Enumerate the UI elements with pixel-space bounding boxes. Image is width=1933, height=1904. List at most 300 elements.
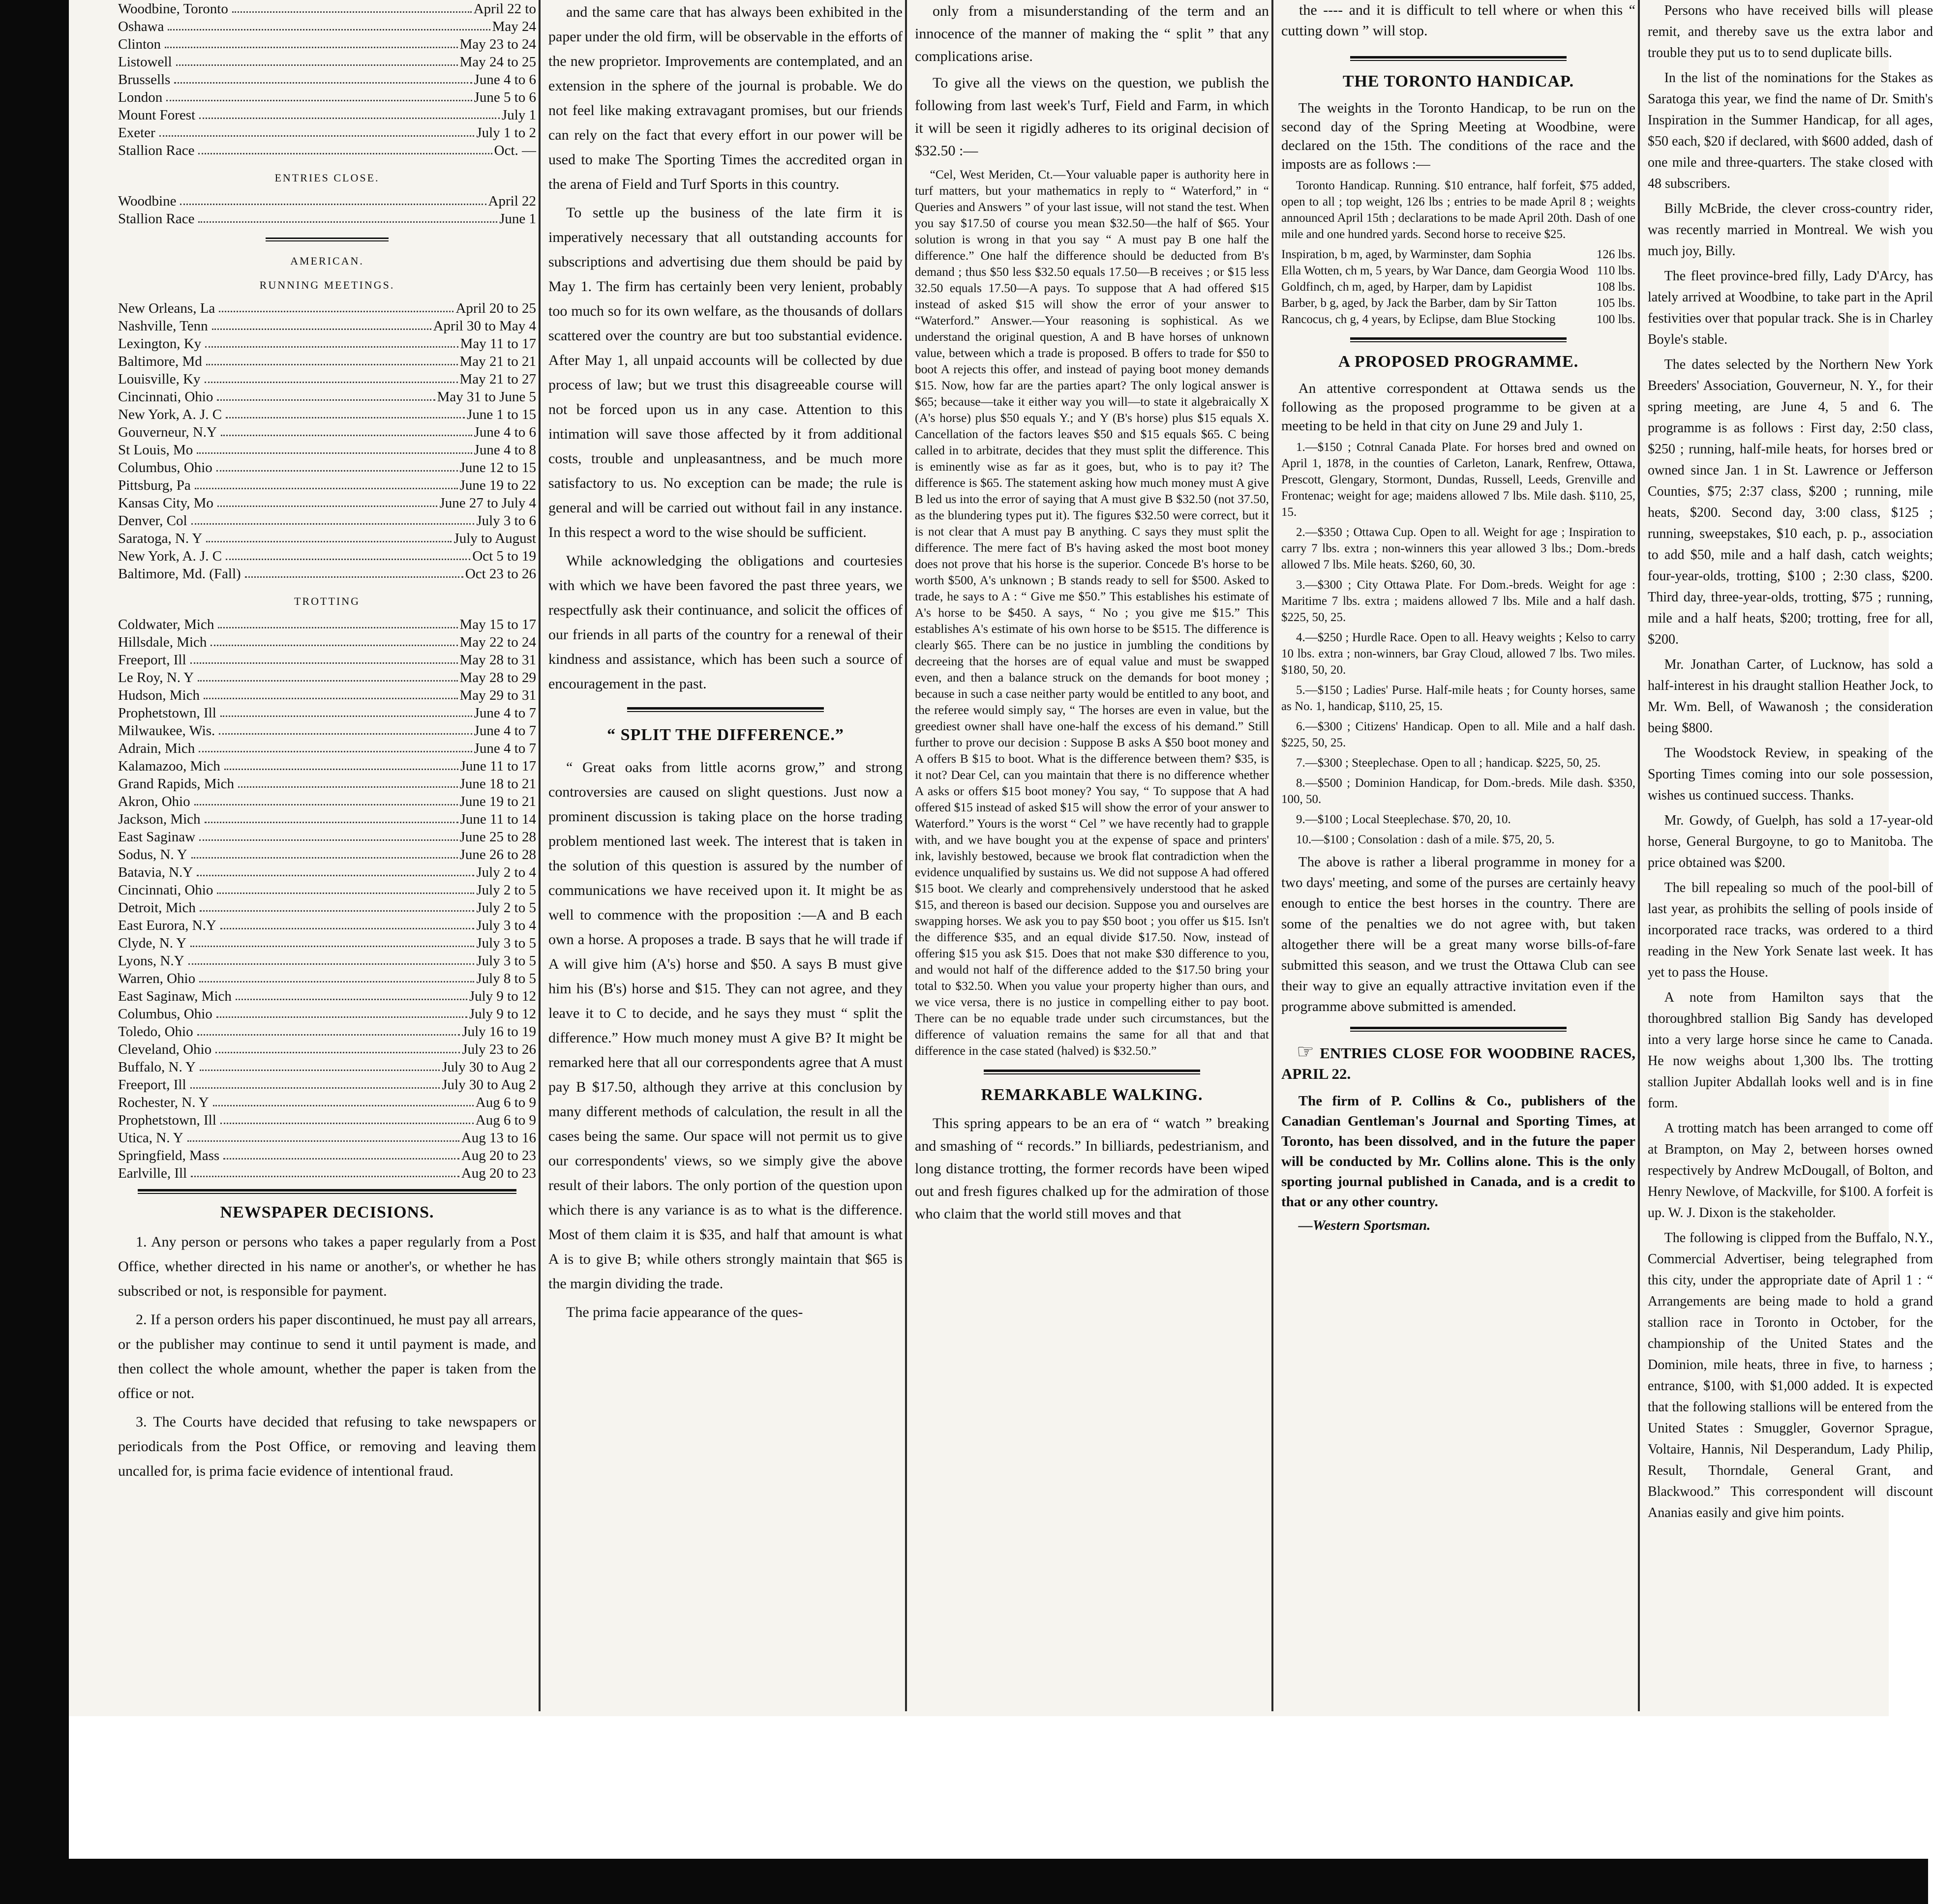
horse-entry (1281, 295, 1635, 311)
meeting-row (118, 547, 536, 565)
meeting-place: Denver, Col (118, 513, 187, 529)
meeting-dates: May 28 to 31 (459, 652, 536, 668)
meeting-dates: June 26 to 28 (459, 847, 536, 863)
leader-dots (200, 1058, 440, 1071)
sporting-notes-body (1648, 0, 1933, 1523)
leader-dots (166, 89, 472, 101)
meeting-place: Woodbine (118, 193, 177, 209)
meeting-place: Mount Forest (118, 107, 196, 123)
meeting-place: Kansas City, Mo (118, 495, 213, 511)
meeting-row (118, 846, 536, 863)
meeting-row (118, 406, 536, 423)
article-paragraph: only from a misunderstanding of the term and an innocence of the manner of making the “ split ” that any complications arise. (915, 3, 1269, 64)
meeting-dates: May 31 to June 5 (437, 389, 536, 405)
handicap-weights-list (1281, 246, 1635, 327)
meeting-dates: July 8 to 5 (476, 971, 536, 986)
article-paragraph: The prima facie appearance of the ques- (566, 1304, 803, 1320)
meeting-place: Freeport, Ill (118, 1077, 186, 1093)
meeting-dates: July 3 to 5 (476, 953, 536, 969)
leader-dots (187, 1129, 459, 1142)
meeting-row (118, 89, 536, 106)
meeting-place: Warren, Ohio (118, 971, 196, 986)
leader-dots (188, 952, 475, 965)
meeting-row (118, 335, 536, 353)
meeting-place: Buffalo, N. Y (118, 1059, 196, 1075)
pointing-hand-icon: ☞ (1297, 1041, 1314, 1063)
note-paragraph: A note from Hamilton says that the thoroughbred stallion Big Sandy has developed into a very large horse since he came to Canada. He now weighs about 1,300 lbs. The trotting stallion Jupiter Abdallah looks well and is in fine form. (1648, 990, 1933, 1111)
horse-entry (1281, 311, 1635, 327)
leader-dots (215, 1041, 460, 1053)
meeting-row (118, 1129, 536, 1147)
proposed-programme-outro: The above is rather a liberal programme in money for a two days' meeting, and some of the purses are certainly heavy enough to entice the best horses in the country. There are some of the penalties we do not agree with, but taken altogether there will be a great many worse bills-of-fare submitted this season, and we trust the Ottawa Club can see their way to give an equally attractive invitation even if the programme above submitted is amended. (1281, 854, 1635, 1014)
meeting-place: Freeport, Ill (118, 652, 186, 668)
entries-close-heading-text: ENTRIES CLOSE FOR WOODBINE RACES, APRIL 22. (1281, 1044, 1636, 1082)
section-rule (1350, 1027, 1567, 1032)
meeting-dates: May 29 to 31 (459, 687, 536, 703)
meeting-dates: June 4 to 7 (474, 705, 536, 721)
meeting-place: Jackson, Mich (118, 811, 201, 827)
meeting-row (118, 459, 536, 476)
meeting-row (118, 53, 536, 71)
meeting-dates: May 11 to 17 (460, 336, 536, 352)
leader-dots (212, 317, 431, 330)
horse-weight: 105 lbs. (1596, 297, 1635, 310)
column-1 (118, 0, 536, 1716)
meeting-place: Columbus, Ohio (118, 1006, 212, 1022)
meeting-row (118, 530, 536, 547)
meeting-place: Clinton (118, 36, 161, 52)
meeting-dates: Oct. — (494, 143, 536, 158)
newspaper-decisions-body (118, 1230, 536, 1484)
meeting-place: New York, A. J. C (118, 407, 222, 422)
meeting-dates: Aug 6 to 9 (475, 1095, 536, 1110)
programme-item: 4.—$250 ; Hurdle Race. Open to all. Heavy weights ; Kelso to carry 10 lbs. extra ; non-winners, bar Gray Cloud, allowed 7 lbs. Two miles. $180, 50, 20. (1281, 631, 1635, 677)
programme-item: 3.—$300 ; City Ottawa Plate. For Dom.-breds. Weight for age : Maritime 7 lbs. extra ; maidens allowed 7 lbs. Mile and a half dash. $225, 50, 25. (1281, 578, 1635, 624)
meeting-row (118, 512, 536, 530)
meeting-place: Cincinnati, Ohio (118, 389, 213, 405)
horse-entry (1281, 279, 1635, 295)
meeting-dates: June 19 to 22 (459, 477, 536, 493)
meeting-place: Batavia, N.Y (118, 864, 193, 880)
meeting-row (118, 970, 536, 987)
leader-dots (236, 987, 467, 1000)
running-meetings-list (118, 299, 536, 583)
meeting-row (118, 704, 536, 722)
leader-dots (199, 970, 474, 982)
meeting-dates: April 22 (488, 193, 536, 209)
meeting-place: Saratoga, N. Y (118, 531, 203, 546)
horse-weight: 108 lbs. (1596, 280, 1635, 294)
horse-name: Ella Wotten, ch m, 5 years, by War Dance, dam Georgia Wood (1281, 264, 1589, 277)
section-rule (984, 1070, 1200, 1074)
meeting-dates: July 3 to 5 (476, 935, 536, 951)
meeting-dates: June 4 to 6 (474, 424, 536, 440)
leader-dots (216, 459, 458, 472)
meeting-row (118, 565, 536, 583)
meeting-row (118, 987, 536, 1005)
meeting-place: Utica, N. Y (118, 1130, 183, 1146)
article-paragraph: While acknowledging the obligations and courtesies with which we have been favored the past three years, we respectfully ask their continuance, and solicit the offices of our friends in all parts of the country for a renewal of their kindness and assistance, which has been such a source of encouragement in the past. (548, 553, 903, 692)
meeting-row (118, 299, 536, 317)
leader-dots (232, 0, 472, 13)
entries-close-heading: ENTRIES CLOSE. (274, 172, 380, 184)
meeting-place: Columbus, Ohio (118, 460, 212, 476)
leader-dots (200, 899, 474, 912)
article-paragraph: “ Great oaks from little acorns grow,” and strong controversies are caused on slight questions. Just now a prominent discussion is taking place on the horse trading problem mentioned last week. The interest that is taken in the solution of this question is assured by the number of communications we have received upon it. It might be as well to commence with the proposition :—A and B each own a horse. A proposes a trade. B says that he will trade if A will give him (A's) horse and $50. A says B must give him his (B's) horse and $15. They can not agree, and they leave it to C to decide, and he says they must “ split the difference.” How much money must A give B? It might be remarked here that all our correspondents agree that A must pay B $17.50, although they arrive at this conclusion by many different methods of calculation, the result in all the cases being the same. Our space will not permit us to give our correspondents' views, so we simply give the above result of their labors. The only portion of the question upon which there is any variance is as to what is the difference. Most of them claim it is $35, and half that amount is what A is to give B; while others strongly maintain that $65 is the margin dividing the trade. (548, 759, 903, 1292)
leader-dots (226, 406, 465, 418)
bottom-scan-border (0, 1859, 1928, 1904)
note-paragraph: A trotting match has been arranged to come off at Brampton, on May 2, between horses owned respectively by Andrew McDougall, of Bolton, and Henry Newlove, of Mackville, for $100. A forfeit is up. W. J. Dixon is the stakeholder. (1648, 1121, 1933, 1220)
toronto-handicap-terms: Toronto Handicap. Running. $10 entrance, half forfeit, $75 added, open to all ; top weight, 126 lbs ; entries to be made April 8 ; weights announced April 15th ; declarations to be made April 20th. Dash of one mile and one hundred yards. Second horse to receive $25. (1281, 179, 1635, 241)
column-3 (915, 0, 1269, 1716)
meeting-dates: July 2 to 5 (476, 882, 536, 898)
meeting-place: Hillsdale, Mich (118, 634, 207, 650)
meeting-dates: June 4 to 8 (474, 442, 536, 458)
column-rule (539, 0, 541, 1711)
meeting-row (118, 616, 536, 633)
meeting-dates: May 28 to 29 (459, 670, 536, 685)
meeting-row (118, 810, 536, 828)
meeting-dates: June 11 to 17 (460, 758, 536, 774)
meeting-dates: July 2 to 5 (476, 900, 536, 916)
split-difference-body (548, 755, 903, 1325)
leader-dots (221, 423, 472, 436)
trotting-meetings-list (118, 616, 536, 1182)
meeting-place: New York, A. J. C (118, 548, 222, 564)
meeting-dates: July 9 to 12 (469, 1006, 536, 1022)
note-paragraph: The fleet province-bred filly, Lady D'Arcy, has lately arrived at Woodbine, to take part in the April festivities over that popular track. She is in Charley Boyle's stable. (1648, 268, 1933, 347)
meeting-row (118, 1111, 536, 1129)
horse-name: Goldfinch, ch m, aged, by Harper, dam by Lapidist (1281, 280, 1532, 294)
leader-dots (223, 1147, 459, 1160)
firm-notice-source: —Western Sportsman. (1298, 1218, 1431, 1233)
meeting-dates: July 3 to 6 (476, 513, 536, 529)
meeting-dates: June 4 to 7 (474, 723, 536, 739)
toronto-handicap-heading: THE TORONTO HANDICAP. (1342, 72, 1574, 90)
meeting-row (118, 1094, 536, 1111)
meeting-row (118, 1023, 536, 1041)
note-paragraph: In the list of the nominations for the Stakes as Saratoga this year, we find the name of Dr. Smith's Inspiration in the Summer Handicap, for all ages, $50 each, $20 if declared, with $600 added, dash of one mile and three-quarters. The stake closed with 48 subscribers. (1648, 70, 1933, 191)
newspaper-page (69, 0, 1933, 1716)
leader-dots (206, 353, 458, 365)
firm-dissolved-notice: The firm of P. Collins & Co., publishers of the Canadian Gentleman's Journal and Sporting Times, at Toronto, has been dissolved, and in the future the paper will be conducted by Mr. Collins alone. This is the only sporting journal published in Canada, and is a credit to that or any other country. (1281, 1093, 1635, 1210)
trotting-heading: TROTTING (294, 595, 360, 607)
meeting-place: Prophetstown, Ill (118, 705, 216, 721)
note-paragraph: Mr. Jonathan Carter, of Lucknow, has sold a half-interest in his draught stallion Heather Jock, to Mr. Wm. Bell, of Wawanosh ; the consideration being $800. (1648, 657, 1933, 736)
leader-dots (226, 547, 470, 560)
meeting-dates: June 12 to 15 (459, 460, 536, 476)
proposed-programme-intro: An attentive correspondent at Ottawa sends us the following as the proposed programme to be given at a meeting to be held in that city on June 29 and July 1. (1281, 381, 1635, 434)
meeting-dates: April 22 to (473, 1, 536, 17)
meeting-dates: May 21 to 21 (459, 354, 536, 369)
meeting-dates: April 30 to May 4 (433, 318, 536, 334)
entries-close-list (118, 192, 536, 228)
meeting-row (118, 106, 536, 124)
meeting-place: Prophetstown, Ill (118, 1112, 216, 1128)
meeting-row (118, 192, 536, 210)
meeting-row (118, 917, 536, 934)
meeting-row (118, 828, 536, 846)
leader-dots (218, 616, 457, 628)
leader-dots (197, 441, 472, 454)
section-rule (1350, 337, 1567, 342)
leader-dots (219, 299, 453, 312)
meeting-row (118, 757, 536, 775)
meeting-row (118, 669, 536, 686)
meeting-dates: July 16 to 19 (462, 1024, 536, 1040)
meeting-row (118, 1164, 536, 1182)
entries-close-notice (1281, 1041, 1635, 1084)
proposed-programme-heading: A PROPOSED PROGRAMME. (1338, 353, 1579, 371)
leader-dots (198, 669, 457, 682)
meeting-row (118, 423, 536, 441)
leader-dots (204, 686, 458, 699)
horse-entry (1281, 263, 1635, 279)
leader-dots (191, 846, 458, 859)
meeting-place: Akron, Ohio (118, 794, 190, 809)
horse-weight: 126 lbs. (1596, 248, 1635, 261)
split-difference-continued (915, 0, 1269, 162)
leader-dots (217, 881, 474, 894)
leader-dots (199, 740, 472, 752)
meeting-place: Cincinnati, Ohio (118, 882, 213, 898)
meeting-row (118, 1041, 536, 1058)
meeting-place: Lexington, Ky (118, 336, 202, 352)
leader-dots (205, 810, 458, 823)
split-difference-heading: “ SPLIT THE DIFFERENCE.” (607, 726, 844, 744)
meeting-place: East Saginaw (118, 829, 196, 845)
meeting-dates: Oct 23 to 26 (465, 566, 536, 582)
meeting-place: Listowell (118, 54, 172, 70)
meeting-place: Baltimore, Md (118, 354, 202, 369)
meeting-place: Sodus, N. Y (118, 847, 187, 863)
meeting-row (118, 633, 536, 651)
leader-dots (216, 1005, 467, 1018)
meeting-row (118, 388, 536, 406)
meeting-row (118, 142, 536, 159)
programme-item: 7.—$300 ; Steeplechase. Open to all ; handicap. $225, 50, 25. (1296, 756, 1601, 770)
programme-item: 2.—$350 ; Ottawa Cup. Open to all. Weight for age ; Inspiration to carry 7 lbs. extra ; non-winners this year allowed 3 lbs.; Dom.-breds allowed 7 lbs. Mile heats. $260, 60, 30. (1281, 526, 1635, 571)
column-4 (1281, 0, 1635, 1716)
leader-dots (197, 1023, 460, 1036)
newspaper-decisions-heading: NEWSPAPER DECISIONS. (220, 1203, 434, 1221)
leader-dots (205, 335, 458, 348)
meeting-place: Baltimore, Md. (Fall) (118, 566, 241, 582)
meeting-dates: June 1 to 15 (467, 407, 536, 422)
leader-dots (190, 651, 458, 664)
proposed-programme-items (1281, 439, 1635, 848)
leader-dots (205, 370, 458, 383)
meeting-dates: May 22 to 24 (459, 634, 536, 650)
leader-dots (197, 863, 474, 876)
leader-dots (165, 35, 458, 48)
remarkable-walking-body: This spring appears to be an era of “ watch ” breaking and smashing of “ records.” In billiards, pedestrianism, and long distance trotting, the former records have been wiped out and fresh figures chalked up for the admiration of those who claim that the world still moves and that (915, 1115, 1269, 1222)
article-paragraph: To settle up the business of the late firm it is imperatively necessary that all outstanding accounts for subscriptions and advertising due them should be paid by May 1. The firm has certainly been very lenient, probably too much so for its own welfare, as the thousands of dollars scattered over the country are but too substantial evidence. After May 1, all unpaid accounts will be collected by due process of law; but we trust this disagreeable course will not be forced upon us in any case. Attention to this intimation will save those affected by it from additional costs, trouble and unpleasantness, and be much more satisfactory to us. No exception can be made; the rule is general and will be carried out without fail in any instance. In this respect a word to the wise should be sufficient. (548, 205, 903, 540)
leader-dots (191, 512, 475, 525)
note-paragraph: The Woodstock Review, in speaking of the Sporting Times coming into our sole possession, wishes us continued success. Thanks. (1648, 745, 1933, 803)
note-paragraph: The bill repealing so much of the pool-bill of last year, as prohibits the selling of pools inside of incorporated race tracks, was ordered to a third reading in the New York Senate last week. It has yet to pass the House. (1648, 880, 1933, 980)
leader-dots (206, 530, 452, 542)
meeting-place: Woodbine, Toronto (118, 1, 228, 17)
meeting-place: Kalamazoo, Mich (118, 758, 220, 774)
meeting-dates: June 27 to July 4 (439, 495, 536, 511)
programme-item: 1.—$150 ; Cotnral Canada Plate. For horses bred and owned on April 1, 1878, in the counties of Carleton, Lanark, Renfrew, Ottawa, Prescott, Glengary, Stormont, Dundas, Russell, Leeds, Grenville and Frontenac; weight for age; maidens allowed 7 lbs. Mile dash. $110, 25, 15. (1281, 441, 1635, 519)
programme-item: 9.—$100 ; Local Steeplechase. $70, 20, 10. (1296, 813, 1511, 826)
meeting-dates: Oct 5 to 19 (472, 548, 536, 564)
leader-dots (224, 757, 458, 770)
leader-dots (174, 71, 472, 84)
leader-dots (199, 828, 457, 841)
leader-dots (190, 1076, 440, 1089)
horse-name: Barber, b g, aged, by Jack the Barber, dam by Sir Tatton (1281, 297, 1557, 310)
meeting-place: Toledo, Ohio (118, 1024, 193, 1040)
leader-dots (159, 124, 475, 137)
meeting-dates: Aug 20 to 23 (461, 1148, 536, 1163)
firm-announcement-body (548, 0, 903, 696)
column-5 (1648, 0, 1933, 1716)
article-paragraph: To give all the views on the question, we publish the following from last week's Turf, Field and Farm, in which it will be seen it rigidly adheres to its original decision of $32.50 :— (915, 75, 1269, 159)
note-paragraph: The dates selected by the Northern New York Breeders' Association, Gouverneur, N. Y., for their spring meeting, are June 4, 5 and 6. The programme is as follows : First day, 2:50 class, $250 ; running, half-mile heats, for horses bred or owned since Jan. 1 in St. Lawrence or Jefferson Counties, $75; 2:37 class, $200 ; running, mile heats, $200. Second day, 3:00 class, $125 ; running, sweepstakes, $10 each, p. p., association to add $50, mile and a half dash, catch weights; four-year-olds, trotting, $100 ; 2:30 class, $200. Third day, three-year-olds, trotting, $75 ; running, mile and a half heats, $200; trotting, free for all, $200. (1648, 357, 1933, 647)
horse-name: Rancocus, ch g, 4 years, by Eclipse, dam Blue Stocking (1281, 313, 1556, 326)
meeting-dates: July 30 to Aug 2 (442, 1077, 536, 1093)
meeting-row (118, 740, 536, 757)
decision-paragraph: 1. Any person or persons who takes a paper regularly from a Post Office, whether directed in his name or another's, or whether he has subscribed or not, is responsible for payment. (118, 1234, 536, 1299)
meeting-row (118, 793, 536, 810)
meeting-dates: Aug 6 to 9 (475, 1112, 536, 1128)
meeting-row (118, 1058, 536, 1076)
horse-entry (1281, 246, 1635, 263)
meeting-dates: July to August (453, 531, 536, 546)
decision-paragraph: 3. The Courts have decided that refusing to take newspapers or periodicals from the Post Office, or removing and leaving them uncalled for, is prima facie evidence of intentional fraud. (118, 1414, 536, 1479)
leader-dots (245, 565, 463, 578)
leader-dots (195, 476, 458, 489)
leader-dots (238, 775, 458, 788)
leader-dots (220, 704, 472, 717)
meeting-place: Clyde, N. Y (118, 935, 187, 951)
meeting-place: Gouverneur, N.Y (118, 424, 217, 440)
meeting-dates: July 1 (501, 107, 536, 123)
article-paragraph: and the same care that has always been exhibited in the paper under the old firm, will be observable in the efforts of the new proprietor. Improvements are contemplated, and an extension in the sphere of the journal is probable. We do not feel like making extravagant promises, but our friends can rely on the fact that every effort in our power will be used to make The Sporting Times the accredited organ in the arena of Field and Turf Sports in this country. (548, 4, 903, 192)
remarkable-walking-heading: REMARKABLE WALKING. (981, 1086, 1203, 1104)
meeting-dates: July 3 to 4 (476, 918, 536, 933)
horse-weight: 100 lbs. (1596, 313, 1635, 326)
meeting-dates: May 23 to 24 (459, 36, 536, 52)
meeting-place: Grand Rapids, Mich (118, 776, 234, 792)
meeting-dates: June 5 to 6 (474, 89, 536, 105)
leader-dots (211, 633, 457, 646)
meeting-place: Pittsburg, Pa (118, 477, 191, 493)
meeting-dates: Aug 20 to 23 (461, 1165, 536, 1181)
section-rule (1350, 56, 1567, 61)
note-paragraph: The following is clipped from the Buffalo, N.Y., Commercial Advertiser, being telegraphed from this city, under the appropriate date of April 1 : “ Arrangements are being made to hold a grand stallion race in Toronto in October, for the championship of the United States and the Dominion, mile heats, three in five, to harness ; entrance, $100, with $1,000 added. It is expected that the following stallions will be entered from the United States : Smuggler, Governor Sprague, Voltaire, Hannis, Nil Desperandum, Lady Philip, Result, Thorndale, General Grant, and Blackwood.” This correspondent will discount Ananias easily and give him points. (1648, 1230, 1933, 1520)
meeting-row (118, 1005, 536, 1023)
meeting-dates: June 19 to 21 (459, 794, 536, 809)
column-rule (1638, 0, 1640, 1711)
column-rule (1271, 0, 1273, 1711)
meeting-place: Louisville, Ky (118, 371, 201, 387)
meeting-place: Oshawa (118, 19, 164, 34)
meeting-dates: May 21 to 27 (459, 371, 536, 387)
section-rule (138, 1189, 516, 1194)
horse-name: Inspiration, b m, aged, by Warminster, dam Sophia (1281, 248, 1532, 261)
meeting-place: Stallion Race (118, 143, 195, 158)
meeting-place: Adrain, Mich (118, 741, 195, 756)
column-2 (548, 0, 903, 1716)
leader-dots (191, 1164, 459, 1177)
meeting-row (118, 18, 536, 35)
meeting-row (118, 686, 536, 704)
meeting-row (118, 775, 536, 793)
meeting-row (118, 899, 536, 917)
section-rule (266, 238, 389, 241)
american-heading: AMERICAN. (290, 255, 364, 267)
leader-dots (176, 53, 458, 66)
section-rule (627, 707, 824, 712)
programme-item: 6.—$300 ; Citizens' Handicap. Open to all. Mile and a half dash. $225, 50, 25. (1281, 720, 1635, 749)
meeting-row (118, 722, 536, 740)
meeting-dates: June 4 to 7 (474, 741, 536, 756)
leader-dots (217, 494, 438, 507)
meeting-dates: June 4 to 6 (474, 72, 536, 88)
meeting-row (118, 881, 536, 899)
meeting-dates: June 18 to 21 (459, 776, 536, 792)
programme-item: 5.—$150 ; Ladies' Purse. Half-mile heats ; for County horses, same as No. 1, handicap, $110, 25, 15. (1281, 684, 1635, 713)
leader-dots (194, 793, 458, 805)
decision-paragraph: 2. If a person orders his paper discontinued, he must pay all arrears, or the publisher may continue to send it until payment is made, and then collect the whole amount, whether the paper is taken from the office or not. (118, 1311, 536, 1401)
column-rule (905, 0, 907, 1711)
meeting-dates: July 30 to Aug 2 (442, 1059, 536, 1075)
leader-dots (219, 722, 472, 735)
meeting-row (118, 651, 536, 669)
programme-item: 8.—$500 ; Dominion Handicap, for Dom.-breds. Mile dash. $350, 100, 50. (1281, 776, 1635, 806)
meeting-place: Cleveland, Ohio (118, 1041, 212, 1057)
leader-dots (199, 106, 500, 119)
meeting-row (118, 370, 536, 388)
meeting-dates: July 9 to 12 (469, 988, 536, 1004)
meeting-place: Rochester, N. Y (118, 1095, 209, 1110)
leader-dots (198, 142, 492, 154)
meeting-row (118, 952, 536, 970)
meeting-place: Lyons, N.Y (118, 953, 184, 969)
horse-weight: 110 lbs. (1597, 264, 1635, 277)
leader-dots (217, 388, 435, 401)
meeting-place: Milwaukee, Wis. (118, 723, 215, 739)
top-continued-text: the ---- and it is difficult to tell where or when this “ cutting down ” will stop. (1281, 2, 1635, 39)
running-meetings-heading: RUNNING MEETINGS. (259, 279, 395, 291)
turf-field-farm-letter: “Cel, West Meriden, Ct.—Your valuable paper is authority here in turf matters, but your mathematics in reply to “ Waterford,” in “ Queries and Answers ” of your last issue, will not stand the test. When you say $17.50 of course you mean $32.50—the half of $65. Your solution is wrong in that you say “ A must pay B one half the difference.” One half the difference should be deducted from B's demand ; thus $50 less $32.50 equals 17.50—B receives ; or $15 less 32.50 equals 17.50—A pays. To suppose that A had offered $15 instead of asked $15 will show the error of your answer to “Waterford.” Answer.—Your reasoning is sophistical. As we understand the original question, A and B have horses of unknown value, between which a trade is proposed. B offers to trade for $50 to boot A rejects this offer, and instead of paying boot money demands $15. Now, how far are the parties apart? The only logical answer is $65; because—take it either way you will—to state it algebraically X (A's horse) plus $50 equals Y.; and Y (B's horse) plus $15 equals X. Cancellation of the factors leaves $50 and $15 equals $65. C being called in to arbitrate, decides that they must split the difference. This is eminently wise as far as it goes, but, who is to pay it? The difference is $65. The statement asking how much money must A give B led us into the error of saying that A must give B $32.50 (not 37.50, as the blundering types put it). The figures $32.50 were correct, but it is not clear that A must pay B anything. C says they must split the difference. The mere fact of B's having asked the most boot money does not prove that his horse is the superior. Concede B's horse to be worth $500, A's unknown ; B stands ready to sell for $500. Asked to trade, he says to A : “ Give me $50.” This establishes his estimate of A's horse to be $450. A says, “ No ; you give me $15.” This establishes A's estimate of his own horse to be $515. The difference is clearly $65. There can be no justice in jumbling the conditions by decreeing that the horses are of equal value and must be swapped even, and then a balance struck on the demands for boot money ; because in such a case neither party would be entitled to any boot, and the referee would simply say, “ The horses are even in value, but the greediest owner shall have one-half the excess of his demand.” Still further to prove our decision : Suppose B asks A $50 boot money and A offers B $15 to boot. What is the difference between them? $35, is it not? Dear Cel, can you maintain that there is no difference whether A asks or offers $15 boot money? You say, “ To suppose that A had offered $15 instead of asked $15 will show the error of your answer to Waterford.” Yours is the worst “ Cel ” we have recently had to grapple with, and we have bought you at the expense of space and printers' ink, lavishly bestowed, because we brook flat contradiction when the evidence unqualified by sustains us. We did not suppose A had offered $15 boot. We clearly and comprehensively understood that he asked $15, and thereon is based our decision. Suppose you and ourselves are swapping horses. We ask you to pay $50 boot ; you offer us $15. Isn't the difference $35, and an equal divide $17.50. Now, instead of offering $15 you ask $15. Does that not make $30 difference to you, and would not half of the difference added to the $17.50 bring your total to $32.50. When you value your property higher than ours, and we vice versa, there is no justice in compelling either to pay boot. There can be no equable trade under such circumstances, but the difference of valuation remains the same for all that and that difference in the case stated (halved) is $32.50.” (915, 167, 1269, 1058)
programme-item: 10.—$100 ; Consolation : dash of a mile. $75, 20, 5. (1296, 833, 1555, 846)
meeting-dates: May 24 (492, 19, 536, 34)
note-paragraph: Mr. Gowdy, of Guelph, has sold a 17-year-old horse, General Burgoyne, to go to Manitoba. The price obtained was $200. (1648, 813, 1933, 870)
canadian-meetings-list (118, 0, 536, 159)
leader-dots (180, 192, 486, 205)
meeting-row (118, 441, 536, 459)
meeting-dates: July 23 to 26 (462, 1041, 536, 1057)
meeting-row (118, 476, 536, 494)
meeting-row (118, 317, 536, 335)
meeting-row (118, 934, 536, 952)
meeting-place: Earlville, Ill (118, 1165, 187, 1181)
meeting-row (118, 35, 536, 53)
meeting-row (118, 1076, 536, 1094)
leader-dots (198, 210, 497, 223)
meeting-place: Exeter (118, 125, 155, 141)
meeting-row (118, 71, 536, 89)
meeting-row (118, 863, 536, 881)
meeting-place: East Saginaw, Mich (118, 988, 232, 1004)
leader-dots (220, 917, 475, 929)
left-scan-border (0, 0, 69, 1904)
